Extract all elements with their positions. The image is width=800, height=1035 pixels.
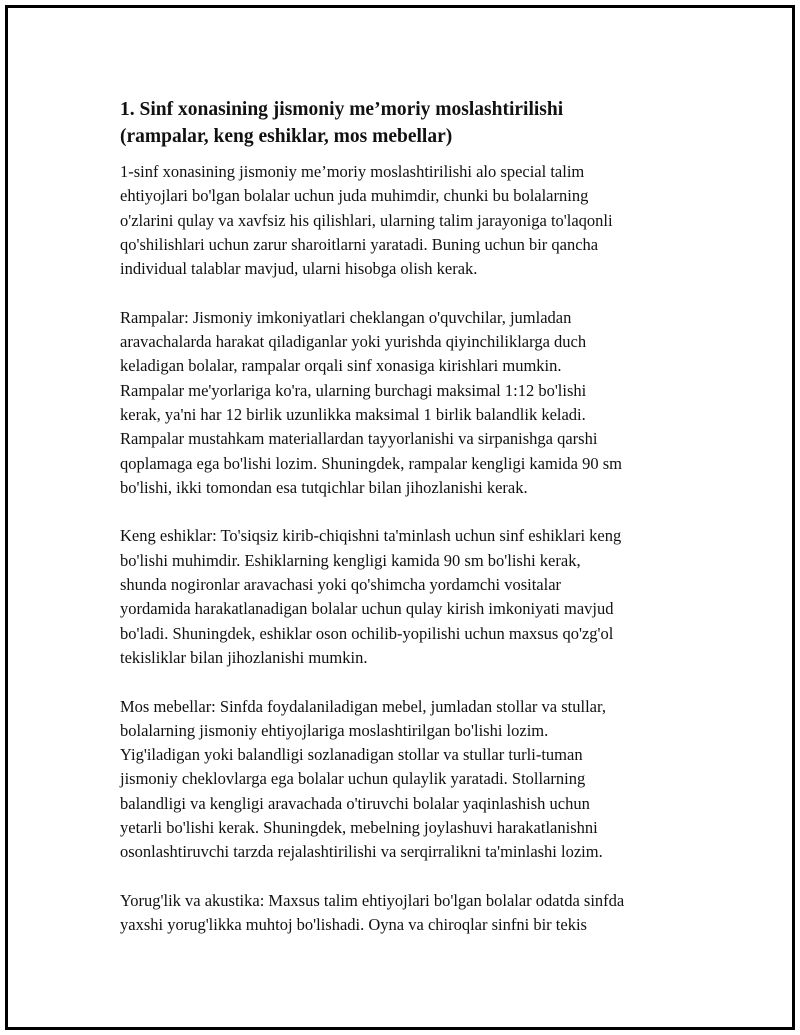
- document-body: [120, 96, 700, 962]
- lighting-acoustics-paragraph: Yorug'lik va akustika: Maxsus talim ehtiyojlari bo'lgan bolalar odatda sinfda yaxshi yorug'likka muhtoj bo'lishadi. Oyna va chiroqlar sinfni bir tekis: [120, 890, 625, 935]
- page-frame: [5, 5, 795, 1030]
- section-heading: 1. Sinf xonasining jismoniy me’moriy moslashtirilishi (rampalar, keng eshiklar, mos mebellar): [120, 99, 564, 147]
- wide-doors-paragraph: Keng eshiklar: To'siqsiz kirib-chiqishni ta'minlash uchun sinf eshiklari keng bo'lishi muhimdir. Eshiklarning kengligi kamida 90 sm bo'lishi kerak, shunda nogironlar aravachasi yoki qo'shimcha yordamchi vositalar yordamida harakatlanadigan bolalar uchun qulay kirish imkoniyati mavjud bo'ladi. Shuningdek, eshiklar oson ochilib-yopilishi uchun maxsus qo'zg'ol tekisliklar bilan jihozlanishi mumkin.: [120, 526, 622, 667]
- ramps-paragraph: Rampalar: Jismoniy imkoniyatlari cheklangan o'quvchilar, jumladan aravachalarda harakat qiladiganlar yoki yurishda qiyinchiliklarga duch keladigan bolalar, rampalar orqali sinf xonasiga kirishlari mumkin. Rampalar me'yorlariga ko'ra, ularning burchagi maksimal 1:12 bo'lishi kerak, ya'ni har 12 birlik uzunlikka maksimal 1 birlik balandlik keladi. Rampalar mustahkam materiallardan tayyorlanishi va sirpanishga qarshi qoplamaga ega bo'lishi lozim. Shuningdek, rampalar kengligi kamida 90 sm bo'lishi, ikki tomondan esa tutqichlar bilan jihozlanishi kerak.: [120, 307, 622, 497]
- intro-paragraph: 1-sinf xonasining jismoniy me’moriy moslashtirilishi alo special talim ehtiyojlari bo'lgan bolalar uchun juda muhimdir, chunki bu bolalarning o'zlarini qulay va xavfsiz his qilishlari, ularning talim jarayoniga to'laqonli qo'shilishlari uchun zarur sharoitlarni yaratadi. Buning uchun bir qancha individual talablar mavjud, ularni hisobga olish kerak.: [120, 162, 613, 279]
- furniture-paragraph: Mos mebellar: Sinfda foydalaniladigan mebel, jumladan stollar va stullar, bolalarning jismoniy ehtiyojlariga moslashtirilgan bo'lishi lozim. Yig'iladigan yoki balandligi sozlanadigan stollar va stullar turli-tuman jismoniy cheklovlarga ega bolalar uchun qulaylik yaratadi. Stollarning balandligi va kengligi aravachada o'tiruvchi bolalar yaqinlashish uchun yetarli bo'lishi kerak. Shuningdek, mebelning joylashuvi harakatlanishni osonlashtiruvchi tarzda rejalashtirilishi va serqirralikni ta'minlashi lozim.: [120, 696, 606, 862]
